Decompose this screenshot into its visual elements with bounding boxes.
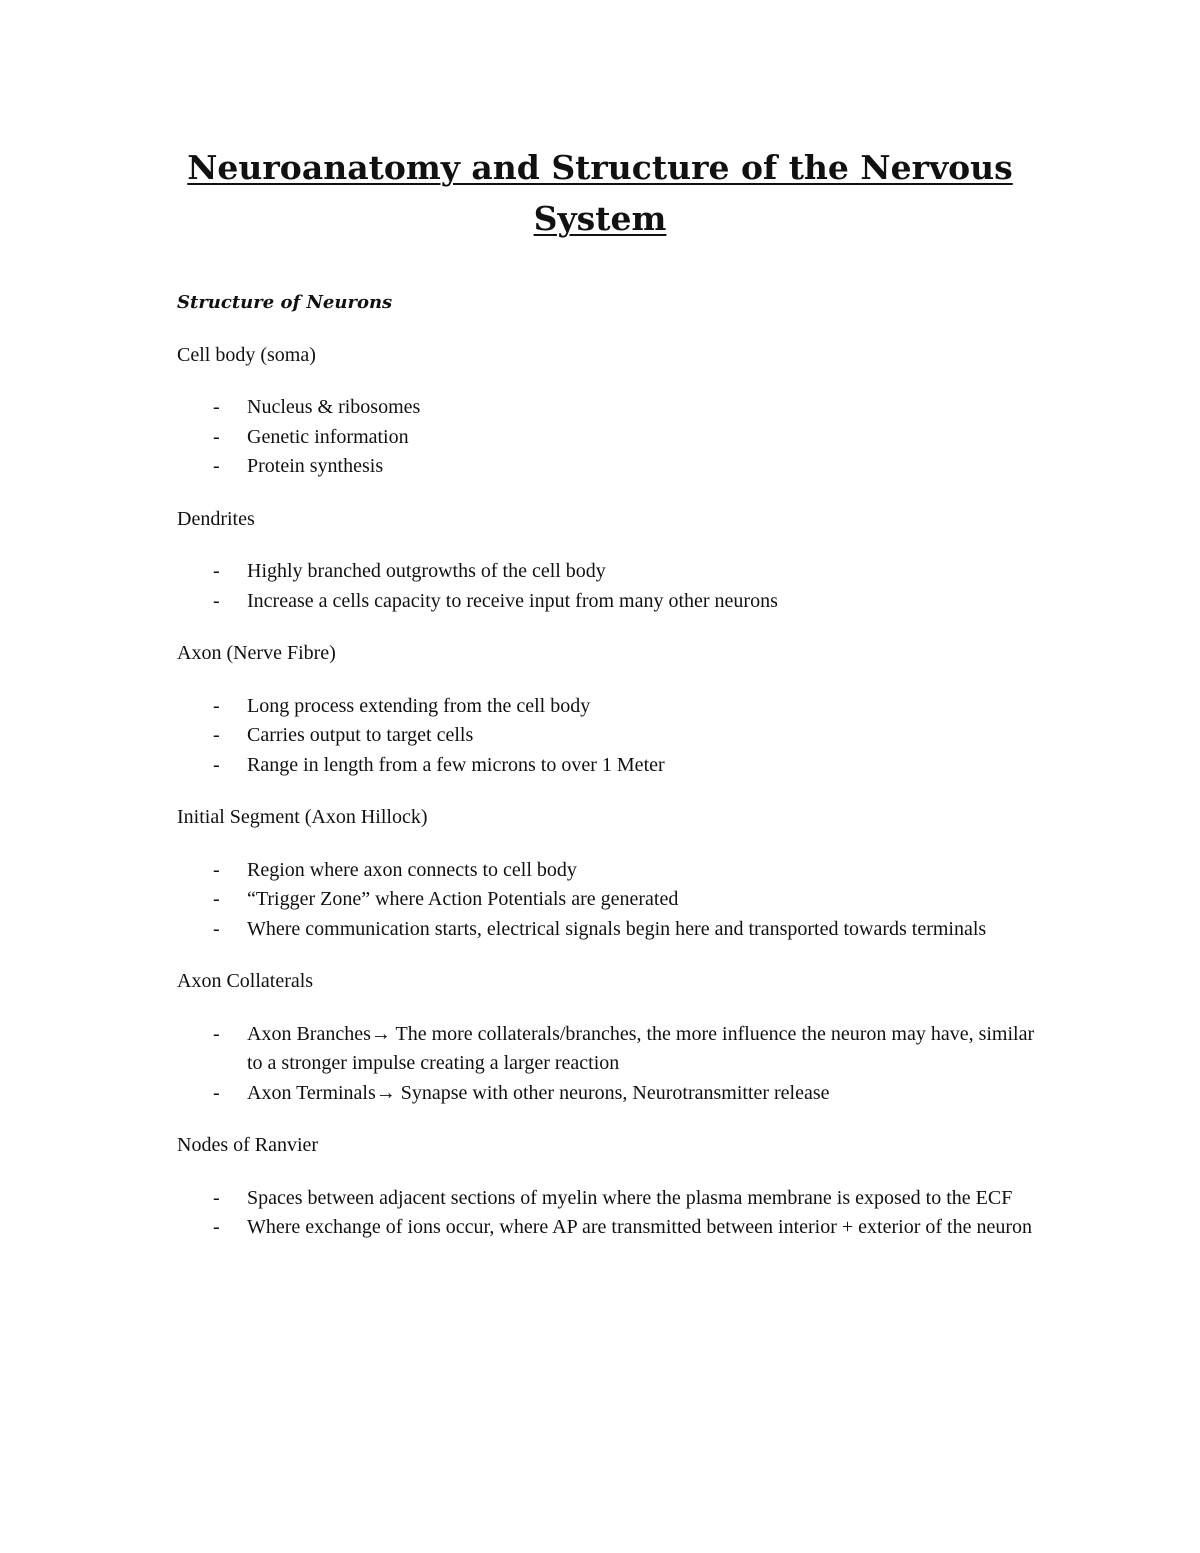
section-dendrites xyxy=(177,505,1037,617)
list-item xyxy=(177,885,1037,915)
bullet-list xyxy=(177,393,1037,482)
bullet-dash: - xyxy=(213,888,220,910)
section-heading: Nodes of Ranvier xyxy=(177,1134,319,1156)
list-item-text: Genetic information xyxy=(247,425,409,448)
bullet-dash: - xyxy=(213,858,220,881)
bullet-list xyxy=(177,692,1037,781)
list-item-text: Highly branched outgrowths of the cell body xyxy=(247,560,606,582)
bullet-list xyxy=(177,856,1037,945)
list-item-text: Where communication starts, electrical signals begin here and transported towards terminals xyxy=(247,917,987,940)
section-heading: Axon (Nerve Fibre) xyxy=(177,642,336,664)
list-item xyxy=(177,1184,1037,1214)
section-heading: Cell body (soma) xyxy=(177,343,316,366)
list-item-text: Range in length from a few microns to over 1 Meter xyxy=(247,753,665,776)
section-cell-body xyxy=(177,341,1037,482)
list-item xyxy=(177,1079,1037,1109)
bullet-dash: - xyxy=(213,1081,220,1104)
list-item xyxy=(177,1020,1037,1079)
bullet-dash: - xyxy=(213,694,220,717)
section-initial-segment xyxy=(177,803,1037,944)
bullet-dash: - xyxy=(213,560,220,582)
list-item-text: Spaces between adjacent sections of myelin where the plasma membrane is exposed to the ECF xyxy=(247,1186,1013,1209)
list-item xyxy=(177,721,1037,751)
list-item xyxy=(177,751,1037,781)
bullet-dash: - xyxy=(213,425,220,448)
bullet-dash: - xyxy=(213,724,220,746)
list-item xyxy=(177,587,1037,617)
section-heading: Axon Collaterals xyxy=(177,970,314,992)
bullet-dash: - xyxy=(213,917,220,940)
list-item-text: “Trigger Zone” where Action Potentials are generated xyxy=(247,888,679,910)
bullet-list xyxy=(177,557,1037,616)
list-item xyxy=(177,856,1037,886)
list-item-text: Nucleus & ribosomes xyxy=(247,396,421,418)
bullet-dash: - xyxy=(213,396,220,418)
list-item-text: Protein synthesis xyxy=(247,455,384,477)
list-item xyxy=(177,1213,1037,1243)
bullet-list xyxy=(177,1184,1037,1243)
document-body xyxy=(177,288,1037,1266)
section-nodes-of-ranvier xyxy=(177,1131,1037,1243)
list-item-text: Increase a cells capacity to receive input from many other neurons xyxy=(247,589,778,612)
bullet-dash: - xyxy=(213,1022,220,1045)
list-item xyxy=(177,915,1037,945)
list-item-text: Carries output to target cells xyxy=(247,724,474,746)
bullet-dash: - xyxy=(213,1216,220,1238)
section-heading: Initial Segment (Axon Hillock) xyxy=(177,806,428,828)
list-item xyxy=(177,423,1037,453)
document-title: Neuroanatomy and Structure of the Nervous System xyxy=(187,148,1013,238)
bullet-dash: - xyxy=(213,753,220,776)
list-item xyxy=(177,393,1037,423)
list-item-text: Axon Terminals→ Synapse with other neurons, Neurotransmitter release xyxy=(247,1081,830,1104)
section-subtitle: Structure of Neurons xyxy=(177,292,393,313)
list-item xyxy=(177,452,1037,482)
section-axon xyxy=(177,639,1037,780)
section-heading: Dendrites xyxy=(177,507,255,530)
bullet-dash: - xyxy=(213,455,220,477)
list-item xyxy=(177,557,1037,587)
bullet-dash: - xyxy=(213,589,220,612)
bullet-dash: - xyxy=(213,1186,220,1209)
list-item-text: Axon Branches→ The more collaterals/branches, the more influence the neuron may have, similar to a stronger impulse creating a larger reaction xyxy=(247,1022,1035,1074)
list-item xyxy=(177,692,1037,722)
list-item-text: Region where axon connects to cell body xyxy=(247,858,577,881)
bullet-list xyxy=(177,1020,1037,1109)
list-item-text: Long process extending from the cell body xyxy=(247,694,591,717)
section-axon-collaterals xyxy=(177,967,1037,1108)
list-item-text: Where exchange of ions occur, where AP are transmitted between interior + exterior of the neuron xyxy=(247,1216,1032,1238)
